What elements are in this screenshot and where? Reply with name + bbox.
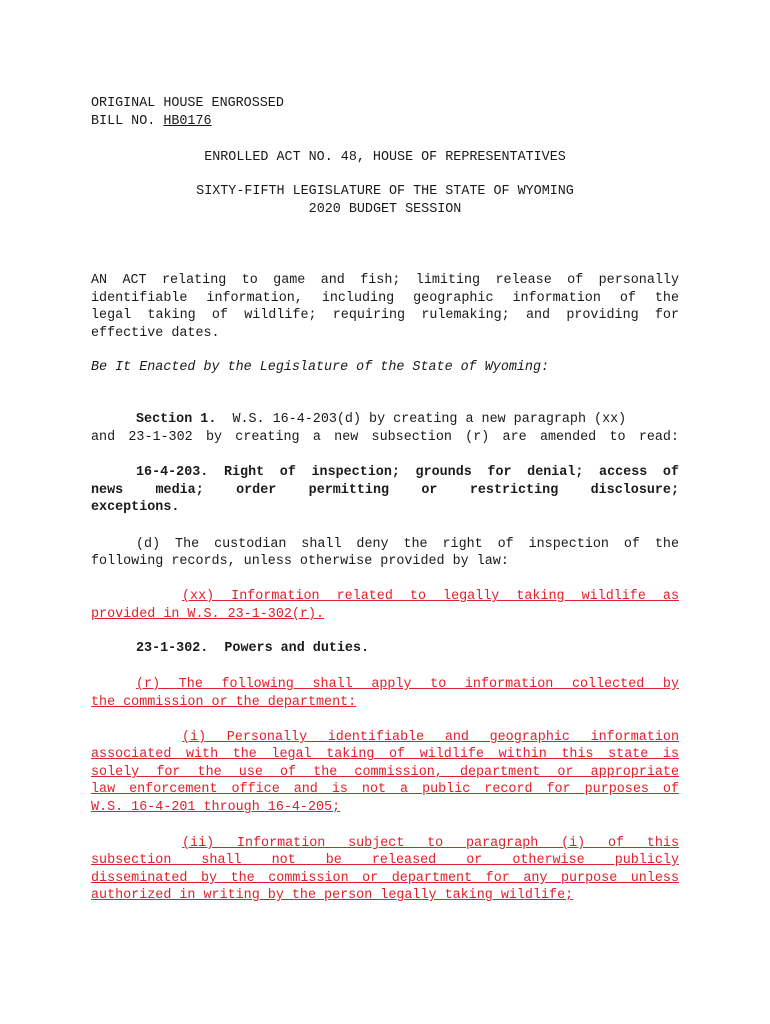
legislature-title: SIXTY-FIFTH LEGISLATURE OF THE STATE OF WYOMING [196, 184, 574, 199]
para-i-line-5: W.S. 16-4-201 through 16-4-205; [91, 800, 341, 815]
act-line-2: identifiable information, including geographic information of the [91, 291, 679, 306]
enrolled-act-number: ENROLLED ACT NO. 48, HOUSE OF REPRESENTATIVES [204, 150, 566, 165]
heading-16-4-203-line-3: exceptions. [91, 500, 180, 515]
section-1-line-1 [136, 411, 679, 428]
section-1-line-2: and 23-1-302 by creating a new subsection (r) are amended to read: [91, 430, 679, 445]
para-i-line-4: law enforcement office and is not a public record for purposes of [91, 782, 679, 797]
original-house-engrossed: ORIGINAL HOUSE ENGROSSED [91, 96, 284, 111]
section-1-text: W.S. 16-4-203(d) by creating a new paragraph (xx) [232, 412, 627, 427]
para-d-line-2: following records, unless otherwise provided by law: [91, 554, 509, 569]
para-r-line-2: the commission or the department: [91, 695, 357, 710]
para-ii-line-4: authorized in writing by the person legally taking wildlife; [91, 888, 574, 903]
act-line-4: effective dates. [91, 326, 220, 341]
enacting-clause: Be It Enacted by the Legislature of the State of Wyoming: [91, 360, 550, 375]
session-title: 2020 BUDGET SESSION [308, 202, 462, 217]
heading-16-4-203-line-2: news media; order permitting or restricting disclosure; [91, 483, 679, 498]
para-ii-line-1: (ii) Information subject to paragraph (i) of this [182, 836, 679, 851]
act-line-3: legal taking of wildlife; requiring rulemaking; and providing for [91, 308, 679, 323]
para-i-line-3: solely for the use of the commission, department or appropriate [91, 765, 679, 780]
para-ii-line-2: subsection shall not be released or otherwise publicly [91, 853, 679, 868]
act-line-1: AN ACT relating to game and fish; limiting release of personally [91, 273, 679, 288]
para-d-line-1: (d) The custodian shall deny the right of inspection of the [136, 537, 679, 552]
bill-number: HB0176 [163, 114, 212, 129]
section-1-label: Section 1. [136, 412, 217, 427]
para-r-line-1: (r) The following shall apply to information collected by [136, 677, 679, 692]
para-i-line-2: associated with the legal taking of wildlife within this state is [91, 747, 679, 762]
bill-prefix: BILL NO. [91, 114, 164, 129]
bill-number-line [91, 113, 679, 130]
heading-23-1-302: 23-1-302. Powers and duties. [136, 641, 370, 656]
para-ii-line-3: disseminated by the commission or department for any purpose unless [91, 871, 679, 886]
para-xx-line-1: (xx) Information related to legally taking wildlife as [182, 589, 679, 604]
para-i-line-1: (i) Personally identifiable and geographic information [182, 730, 679, 745]
heading-16-4-203-line-1: 16-4-203. Right of inspection; grounds for denial; access of [136, 465, 679, 480]
para-xx-line-2: provided in W.S. 23-1-302(r). [91, 607, 325, 622]
